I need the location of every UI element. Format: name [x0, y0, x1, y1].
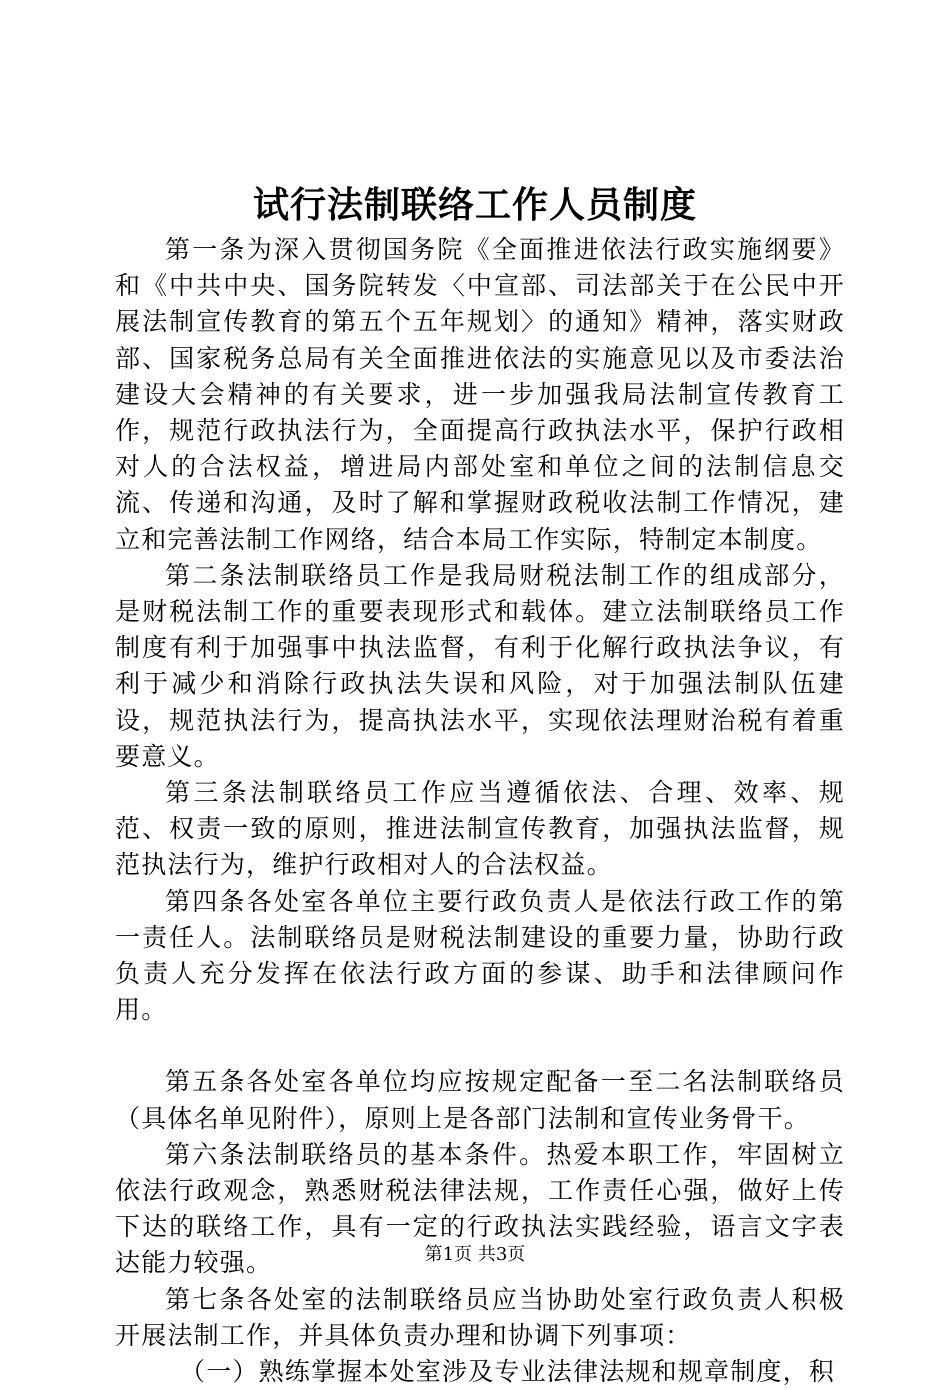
paragraph-article-7: 第七条各处室的法制联络员应当协助处室行政负责人积极开展法制工作，并具体负责办理和协调下列事项： [115, 1284, 845, 1350]
page-number-footer: 第1页 共3页 [424, 1244, 526, 1265]
paragraph-item-1: （一）熟练掌握本处室涉及专业法律法规和规章制度，积 [180, 1357, 836, 1387]
document-title: 试行法制联络工作人员制度 [252, 184, 697, 226]
paragraph-article-3: 第三条法制联络员工作应当遵循依法、合理、效率、规范、权责一致的原则，推进法制宣传教育，加强执法监督，规范执法行为，维护行政相对人的合法权益。 [115, 778, 845, 880]
paragraph-article-2: 第二条法制联络员工作是我局财税法制工作的组成部分，是财税法制工作的重要表现形式和载体。建立法制联络员工作制度有利于加强事中执法监督，有利于化解行政执法争议，有利于减少和消除行政执法失误和风险，对于加强法制队伍建设，规范执法行为，提高执法水平，实现依法理财治税有着重要意义。 [115, 560, 845, 771]
document-body [115, 232, 845, 1390]
paragraph-article-5: 第五条各处室各单位均应按规定配备一至二名法制联络员（具体名单见附件），原则上是各部门法制和宣传业务骨干。 [115, 1067, 845, 1133]
paragraph-article-6: 第六条法制联络员的基本条件。热爱本职工作，牢固树立依法行政观念，熟悉财税法律法规，工作责任心强，做好上传下达的联络工作，具有一定的行政执法实践经验，语言文字表达能力较强。 [115, 1139, 845, 1278]
paragraph-article-4: 第四条各处室各单位主要行政负责人是依法行政工作的第一责任人。法制联络员是财税法制建设的重要力量，协助行政负责人充分发挥在依法行政方面的参谋、助手和法律顾问作用。 [115, 886, 845, 1025]
paragraph-article-1: 第一条为深入贯彻国务院《全面推进依法行政实施纲要》和《中共中央、国务院转发〈中宣部、司法部关于在公民中开展法制宣传教育的第五个五年规划〉的通知》精神，落实财政部、国家税务总局有关全面推进依法的实施意见以及市委法治建设大会精神的有关要求，进一步加强我局法制宣传教育工作，规范行政执法行为，全面提高行政执法水平，保护行政相对人的合法权益，增进局内部处室和单位之间的法制信息交流、传递和沟通，及时了解和掌握财政税收法制工作情况，建立和完善法制工作网络，结合本局工作实际，特制定本制度。 [115, 235, 845, 554]
